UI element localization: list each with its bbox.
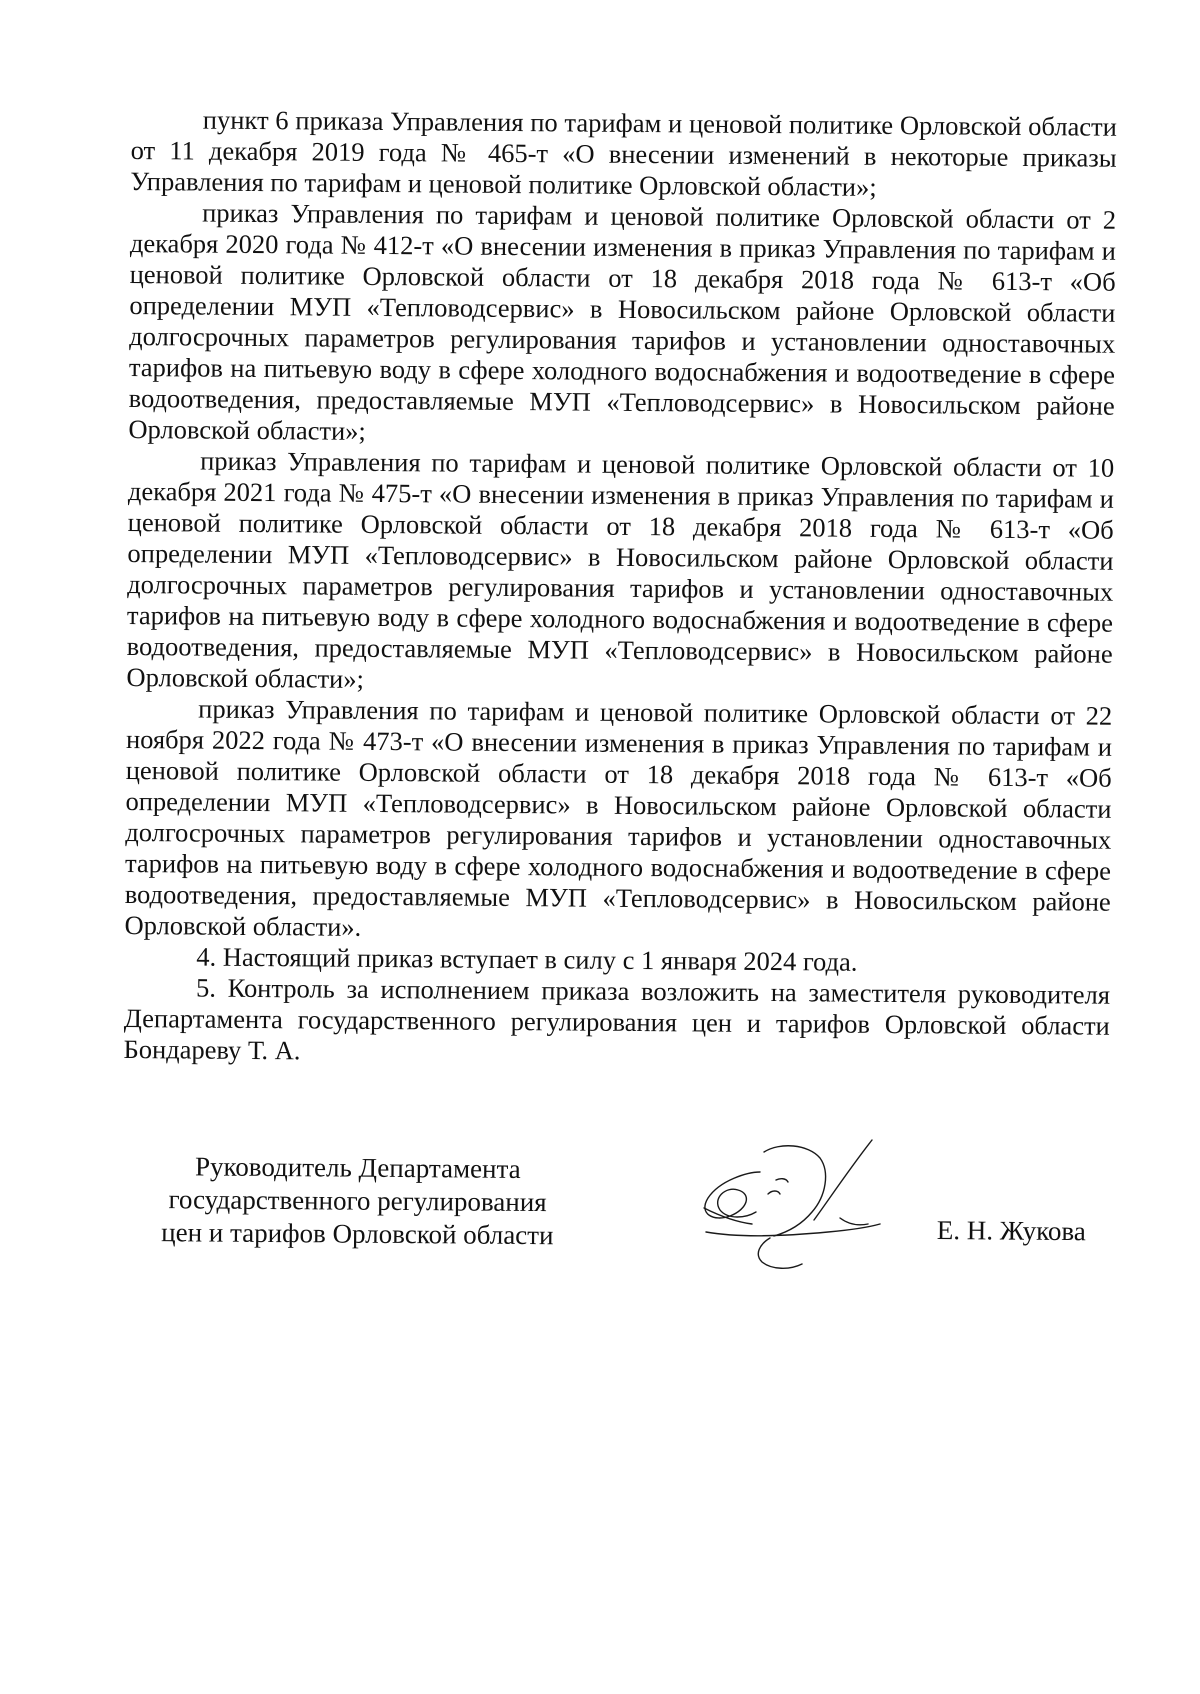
signer-position: [147, 1150, 568, 1252]
handwritten-signature: [690, 1120, 900, 1280]
paragraph-item-6-amendment: пункт 6 приказа Управления по тарифам и ценовой политике Орловской области от 11 декабря 2019 года № 465-т «О внесении изменений в некоторые приказы Управления по тарифам и ценовой политике Орловской области»;: [130, 104, 1117, 202]
paragraph-effective-date: 4. Настоящий приказ вступает в силу с 1 января 2024 года.: [196, 941, 858, 977]
signer-position-line: Руководитель Департамента: [194, 1151, 521, 1184]
signature-block: [0, 1150, 1200, 1300]
signer-name: Е. Н. Жукова: [936, 1215, 1086, 1247]
paragraph-order-412t: приказ Управления по тарифам и ценовой политике Орловской области от 2 декабря 2020 года № 412-т «О внесении изменения в приказ Управления по тарифам и ценовой политике Орловской области от 18 декабря 2018 года № 613-т «Об определении МУП «Тепловодсервис» в Новосильском районе Орловской области долгосрочных параметров регулирования тарифов и установлении одноставочных тарифов на питьевую воду в сфере холодного водоснабжения и водоотведение в сфере водоотведения, предоставляемые МУП «Тепловодсервис» в Новосильском районе Орловской области»;: [128, 197, 1117, 446]
signer-position-line: цен и тарифов Орловской области: [161, 1217, 554, 1251]
paragraph-order-473t: приказ Управления по тарифам и ценовой политике Орловской области от 22 ноября 2022 года № 473-т «О внесении изменения в приказ Управления по тарифам и ценовой политике Орловской области от 18 декабря 2018 года № 613-т «Об определении МУП «Тепловодсервис» в Новосильском районе Орловской области долгосрочных параметров регулирования тарифов и установлении одноставочных тарифов на питьевую воду в сфере холодного водоснабжения и водоотведение в сфере водоотведения, предоставляемые МУП «Тепловодсервис» в Новосильском районе Орловской области».: [124, 693, 1113, 942]
document-body: [123, 104, 1117, 1073]
paragraph-control: 5. Контроль за исполнением приказа возложить на заместителя руководителя Департамента государственного регулирования цен и тарифов Орловской области Бондареву Т. А.: [123, 972, 1111, 1066]
paragraph-order-475t: приказ Управления по тарифам и ценовой политике Орловской области от 10 декабря 2021 года № 475-т «О внесении изменения в приказ Управления по тарифам и ценовой политике Орловской области от 18 декабря 2018 года № 613-т «Об определении МУП «Тепловодсервис» в Новосильском районе Орловской области долгосрочных параметров регулирования тарифов и установлении одноставочных тарифов на питьевую воду в сфере холодного водоснабжения и водоотведение в сфере водоотведения, предоставляемые МУП «Тепловодсервис» в Новосильском районе Орловской области»;: [126, 445, 1115, 694]
signer-position-line: государственного регулирования: [168, 1184, 547, 1218]
